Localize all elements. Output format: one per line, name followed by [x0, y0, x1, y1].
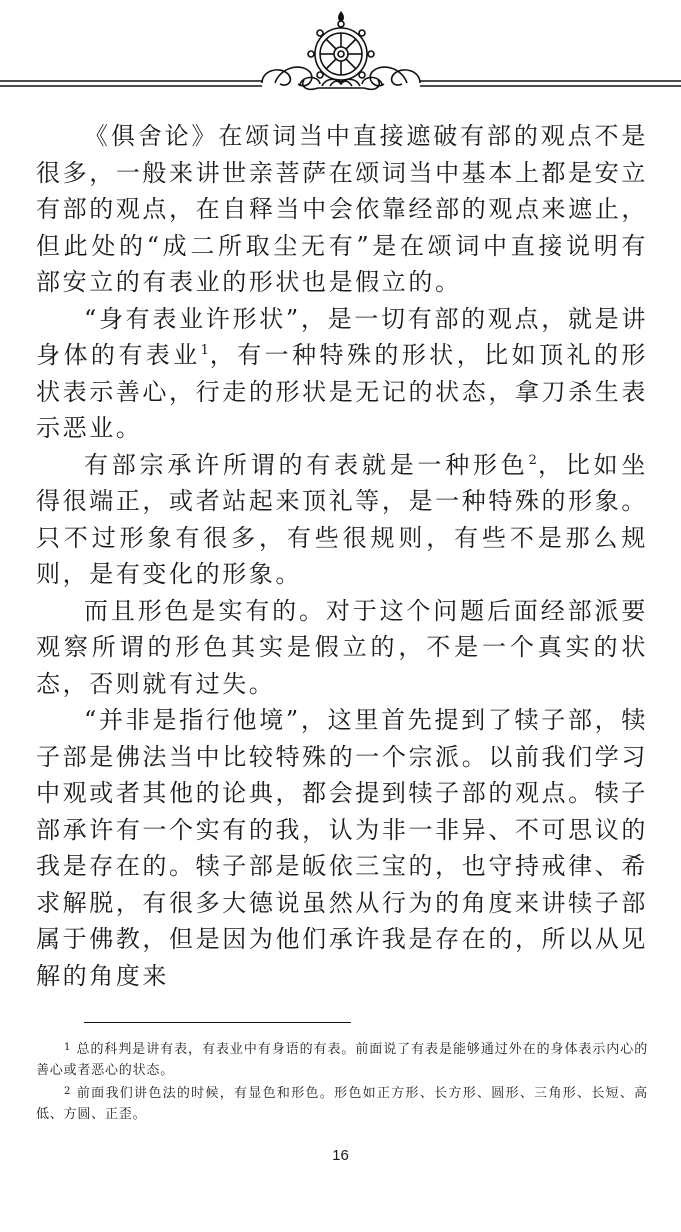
paragraph-text: “身有表业许形状”，是一切有部的观点，就是讲身体的有表业 [36, 304, 648, 369]
paragraph [36, 301, 648, 447]
footnote-number: 2 [64, 1086, 71, 1097]
paragraph-text: ，有一种特殊的形状，比如顶礼的形状表示善心，行走的形状是无记的状态，拿刀杀生表示恶业。 [36, 341, 648, 442]
paragraph-text: ，比如坐得很端正，或者站起来顶礼等，是一种特殊的形象。只不过形象有很多，有些很规则，有些不是那么规则，是有变化的形象。 [36, 450, 648, 588]
body-text [36, 118, 648, 994]
paragraph-text: 有部宗承许所谓的有表就是一种形色 [84, 450, 529, 479]
footnote-separator [84, 1022, 351, 1023]
footnote-number: 1 [64, 1042, 71, 1053]
footnote-text: 总的科判是讲有表，有表业中有身语的有表。前面说了有表是能够通过外在的身体表示内心的善心或者恶心的状态。 [36, 1042, 648, 1078]
footnote-ref[interactable]: 1 [200, 343, 209, 358]
footnote-ref[interactable]: 2 [528, 452, 537, 468]
paragraph: “并非是指行他境”，这里首先提到了犊子部，犊子部是佛法当中比较特殊的一个宗派。以前我们学习中观或者其他的论典，都会提到犊子部的观点。犊子部承许有一个实有的我，认为非一非异、不可思议的我是存在的。犊子部是皈依三宝的，也守持戒律、希求解脱，有很多大德说虽然从行为的角度来讲犊子部属于佛教，但是因为他们承许我是存在的，所以从见解的角度来 [36, 706, 648, 990]
paragraph: 而且形色是实有的。对于这个问题后面经部派要观察所谓的形色其实是假立的，不是一个真实的状态，否则就有过失。 [36, 596, 648, 698]
footnote-text: 前面我们讲色法的时候，有显色和形色。形色如正方形、长方形、圆形、三角形、长短、高低、方圆、正歪。 [36, 1086, 648, 1122]
paragraph [36, 447, 648, 593]
page-header-ornament [0, 0, 681, 112]
paragraph: 《俱舍论》在颂词当中直接遮破有部的观点不是很多，一般来讲世亲菩萨在颂词当中基本上都是安立有部的观点，在自释当中会依靠经部的观点来遮止，但此处的“成二所取尘无有”是在颂词中直接说明有部安立的有表业的形状也是假立的。 [36, 122, 648, 296]
dharma-wheel-icon [0, 0, 681, 112]
footnotes [36, 1037, 648, 1125]
footnote [36, 1037, 648, 1081]
footnote [36, 1081, 648, 1125]
page-number: 16 [332, 1147, 349, 1164]
